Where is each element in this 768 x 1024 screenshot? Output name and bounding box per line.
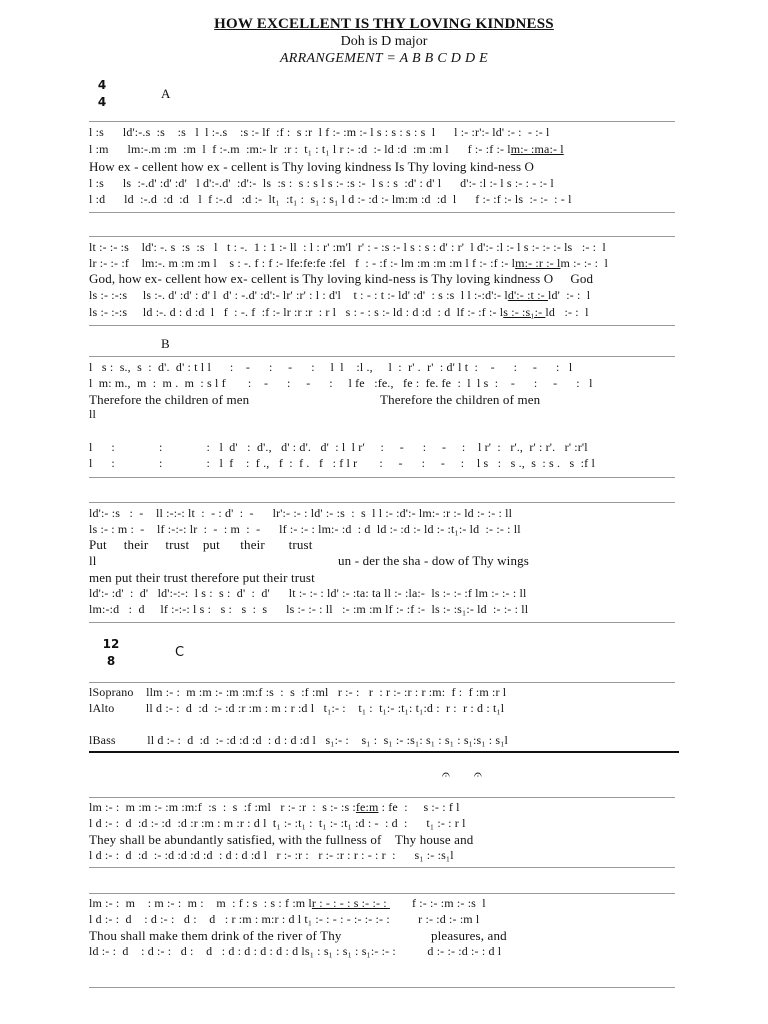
staff-rule	[89, 502, 675, 503]
system3-bass: l : : : l f : f ., f : f . f : f l r : - : - : l s : s ., s : s . s :f l	[89, 456, 595, 470]
staff-rule	[89, 477, 675, 478]
system2-bass	[89, 305, 679, 320]
staff-rule	[89, 893, 675, 894]
time-signature-12-8	[99, 636, 123, 670]
system3-bar: ll	[89, 407, 96, 421]
system4-alto: ls :- : m : - lf :-:-: lr : - : m : - lf :- :- : lm:- :d : d ld :- :d :- ld :- :t₁:- ld :- :- : ll	[89, 522, 521, 536]
section-label-a: A	[161, 86, 171, 101]
system7-soprano-text: lm :- : m : m :- : m : m : f : s : s : f :m l	[89, 896, 312, 910]
system7-soprano-end: f :- :- :m :- :s l	[389, 896, 486, 910]
system6-bass: l d :- : d :d :- :d :d :d :d : d : d :d l r :- :r : r :- :r : r : - : r : s₁ :- :s₁l	[89, 848, 454, 862]
time-signature-bottom: 4	[97, 95, 107, 109]
system6-lyrics: They shall be abundantly satisfied, with the fullness of Thy house and	[89, 832, 474, 847]
system2-alto-underlined: m:- :r :- l	[515, 256, 561, 270]
system7-lyrics-right: pleasures, and	[431, 928, 507, 943]
staff-rule	[89, 325, 675, 326]
system2-tenor-end: ld' :- : l	[547, 288, 591, 302]
staff-rule	[89, 212, 675, 213]
staff-rule	[89, 987, 675, 988]
system1-soprano: l :s ld':-.s :s :s l l :-.s :s :- lf :f : s :r l f :- :m :- l s : s : s : s l l :- :r':- ld' :- : - :- l	[89, 125, 550, 139]
system2-tenor	[89, 288, 679, 303]
time-signature-bottom: 8	[106, 654, 116, 668]
system4-bar: ll	[89, 553, 97, 568]
title-text: HOW EXCELLENT IS THY LOVING KINDNESS	[214, 16, 554, 32]
staff-rule	[89, 867, 675, 868]
system7-soprano	[89, 896, 679, 911]
fermata-icon: 𝄐	[474, 767, 482, 783]
system6-soprano-text: lm :- : m :m :- :m :m:f :s : s :f :ml r :- :r : s :- :s :	[89, 800, 356, 814]
system3-lyrics-upper	[89, 392, 679, 407]
system4-lyrics-lower: men put their trust therefore put their trust	[89, 570, 315, 585]
page-title	[0, 16, 768, 33]
system1-bass: l :d ld :-.d :d :d l f :-.d :d :- lt₁ :t₁ : s₁ : s₁ l d :- :d :- lm:m :d :d l f :- :f :- ls :- :- : - l	[89, 192, 572, 206]
system6-alto: l d :- : d :d :- :d :d :r :m : m :r : d l t₁ :- :t₁ : t₁ :- :t₁ :d : - : d : t₁ :- : r l	[89, 816, 466, 830]
system1-alto-underlined: m:- :ma:- l	[510, 142, 564, 156]
section-label-c: C	[175, 645, 185, 660]
staff-rule	[89, 121, 675, 122]
system6-soprano	[89, 800, 679, 815]
system7-alto: l d :- : d : d :- : d : d : r :m : m:r : d l t₁ :- : - : - :- :- :- : r :- :d :- :m l	[89, 912, 480, 926]
system2-lyrics: God, how ex- cellent how ex- cellent is Thy loving kind-ness is Thy loving kindness O God	[89, 271, 594, 286]
system2-alto-text: lr :- :- :f lm:-. m :m :m l s : -. f : f :- lfe:fe:fe :fel f : - :f :- lm :m :m :m l f :- :f :- l	[89, 256, 516, 270]
system4-lyric-wings: un - der the sha - dow of Thy wings	[338, 553, 529, 568]
staff-rule	[89, 236, 675, 237]
system4-lyrics-mid	[89, 553, 679, 568]
system1-alto	[89, 142, 679, 157]
lyric-upper-left: Therefore the children of men	[89, 392, 250, 407]
system5-bass: lBass ll d :- : d :d :- :d :d :d : d : d :d l s₁:- : s₁ : s₁ :- :s₁: s₁ : s₁ : s₁:s₁ : s₁l	[89, 733, 509, 747]
staff-rule	[89, 797, 675, 798]
system1-lyrics: How ex - cellent how ex - cellent is Thy loving kindness Is Thy loving kind-ness O	[89, 159, 535, 174]
system2-alto-end: m :- :- : l	[560, 256, 608, 270]
system2-bass-underlined: s :- :s₁:-	[503, 305, 546, 319]
staff-rule	[89, 622, 675, 623]
system4-soprano: ld':- :s : - ll :-:-: lt : - : d' : - lr':- :- : ld' :- :s : s l l :- :d':- lm:- :r :- ld :- :- : ll	[89, 506, 513, 520]
system2-bass-end: ld :- : l	[545, 305, 589, 319]
system4-bass: lm:-:d : d lf :-:-: l s : s : s : s ls :- :- : ll :- :m :m lf :- :f :- ls :- :s₁:- ld :- :- : ll	[89, 602, 529, 616]
system7-bass: ld :- : d : d :- : d : d : d : d : d : d : d ls₁ : s₁ : s₁ : s₁:- :- : d :- :- :d :- : d l	[89, 944, 502, 958]
key-signature: Doh is D major	[340, 34, 428, 49]
arrangement: ARRANGEMENT = A B B C D D E	[279, 51, 489, 66]
system7-lyrics	[89, 928, 679, 943]
staff-rule-heavy	[89, 751, 679, 753]
staff-rule	[89, 356, 675, 357]
system1-tenor: l :s ls :-.d' :d' :d' l d':-.d' :d':- ls :s : s : s l s :- :s :- l s : s :d' : d' l d':- :l :- l s :- : - :- l	[89, 176, 554, 190]
time-signature-top: 4	[97, 78, 107, 92]
system3-tenor: l : : : l d' : d'., d' : d'. d' : l l r' : - : - : l r' : r'., r' : r'. r' :r'l	[89, 440, 588, 454]
system5-soprano: lSoprano llm :- : m :m :- :m :m:f :s : s :f :ml r :- : r : r :- :r : r :m: f : f :m :r l	[89, 685, 507, 699]
time-signature-top: 12	[102, 637, 120, 651]
system4-tenor: ld':- :d' : d' ld':-:-: l s : s : d' : d' lt :- :- : ld' :- :ta: ta ll :- :la:- ls :- :- :f lm :- :- : ll	[89, 586, 527, 600]
staff-rule	[89, 682, 675, 683]
system3-soprano: l s : s., s : d'. d' : t l l : - : - : l l :l ., l : r' . r' : d' l t : - : - : l	[89, 360, 573, 374]
system3-alto: l m: m., m : m . m : s l f : - : - : l fe :fe., fe : fe. fe : l l s : - : - : l	[89, 376, 593, 390]
system2-tenor-underlined: d':- :t :-	[507, 288, 548, 302]
system2-alto	[89, 256, 679, 271]
system2-soprano: lt :- :- :s ld': -. s :s :s l t : -. 1 : 1 :- ll : l : r' :m'l r' : - :s :- l s : s : d' : r' l d':- :l :- l s :- :- :- ls :- : l	[89, 240, 606, 254]
time-signature-4-4	[90, 77, 114, 111]
system7-soprano-underlined: r : - : - : s :- :- :	[311, 896, 390, 910]
system7-lyrics-text: Thou shall make them drink of the river of Thy	[89, 928, 342, 943]
system2-bass-text: ls :- :-:s ld :-. d : d :d l f : -. f :f :- lr :r :r : r l s : - : s :- ld : d :d : d lf :- :f :- l	[89, 305, 504, 319]
system4-lyrics: Put their trust put their trust	[89, 537, 313, 552]
fermata-icon: 𝄐	[442, 767, 450, 783]
system6-soprano-underlined: fe:m	[355, 800, 379, 814]
system2-tenor-text: ls :- :-:s ls :-. d' :d' : d' l d' : -.d' :d':- lr' :r' : l : d'l t : - : t :- ld' :d' : s :s l l :-:d':- l	[89, 288, 508, 302]
lyric-upper-right: Therefore the children of men	[380, 392, 541, 407]
system5-alto: lAlto ll d :- : d :d :- :d :r :m : m : r :d l t₁:- : t₁ : t₁:- :t₁: t₁:d : r : r : d : t₁l	[89, 701, 505, 715]
section-label-b: B	[161, 336, 170, 351]
system6-soprano-end: : fe : s :- : f l	[378, 800, 460, 814]
system1-alto-text: l :m lm:-.m :m :m l f :-.m :m:- lr :r : t₁ : t₁ l r :- :d :- ld :d :m :m l f :- :f :- l	[89, 142, 511, 156]
